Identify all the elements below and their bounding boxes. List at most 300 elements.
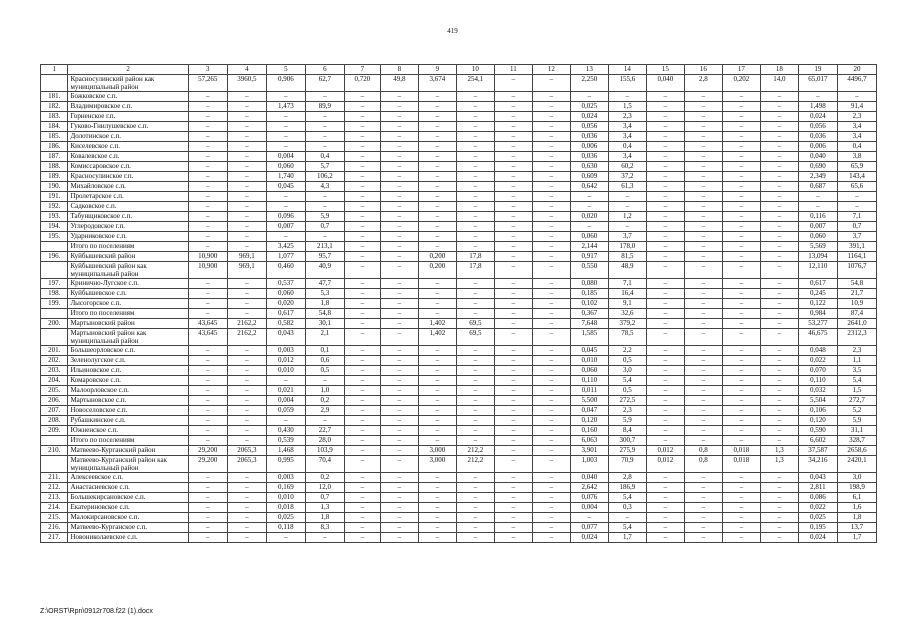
table-cell: – <box>380 142 418 152</box>
table-cell: 0,110 <box>570 376 608 386</box>
row-number: 206. <box>41 396 68 406</box>
table-cell: 7,1 <box>837 212 876 222</box>
table-cell: – <box>380 112 418 122</box>
table-cell: – <box>380 92 418 102</box>
table-cell: 254,1 <box>456 75 494 92</box>
table-cell: – <box>188 366 227 376</box>
row-name: Гуково-Гнилушевское с.п. <box>68 122 188 132</box>
table-cell: – <box>646 376 684 386</box>
table-cell: – <box>646 92 684 102</box>
table-cell: – <box>798 192 837 202</box>
table-cell: – <box>227 232 266 242</box>
table-cell: 0,007 <box>266 222 305 232</box>
table-cell: – <box>227 172 266 182</box>
table-cell: – <box>418 346 456 356</box>
table-cell: – <box>227 152 266 162</box>
table-cell: – <box>344 212 380 222</box>
table-cell: 0,200 <box>418 252 456 262</box>
table-cell: 2,3 <box>837 112 876 122</box>
table-cell: 3,901 <box>570 446 608 456</box>
table-cell: – <box>646 202 684 212</box>
table-cell: 40,9 <box>305 262 344 279</box>
table-cell: 213,1 <box>305 242 344 252</box>
table-cell: – <box>227 309 266 319</box>
table-cell: 0,020 <box>570 212 608 222</box>
table-cell: – <box>380 446 418 456</box>
table-cell: 7,1 <box>608 279 646 289</box>
table-cell: 65,6 <box>837 182 876 192</box>
row-number: 210. <box>41 446 68 456</box>
table-row <box>41 172 877 182</box>
table-cell: – <box>266 92 305 102</box>
row-name: Матвеево-Курганское с.п. <box>68 523 188 533</box>
table-cell: – <box>456 436 494 446</box>
table-cell: 0,060 <box>570 366 608 376</box>
table-cell: 0,021 <box>266 386 305 396</box>
table-cell: – <box>494 182 532 192</box>
row-number: 197. <box>41 279 68 289</box>
table-cell: 0,118 <box>266 523 305 533</box>
table-cell: – <box>344 192 380 202</box>
row-number: 208. <box>41 416 68 426</box>
table-cell: 0,060 <box>570 232 608 242</box>
table-cell: 0,590 <box>798 426 837 436</box>
table-cell: – <box>684 396 722 406</box>
row-name: Анастасиевское с.п. <box>68 483 188 493</box>
table-row <box>41 376 877 386</box>
table-cell: – <box>760 366 798 376</box>
row-name: Большеорловское с.п. <box>68 346 188 356</box>
table-cell: – <box>722 289 760 299</box>
table-cell: – <box>456 426 494 436</box>
table-cell: – <box>646 182 684 192</box>
table-cell: – <box>646 142 684 152</box>
table-cell: 46,675 <box>798 329 837 346</box>
table-cell: – <box>722 319 760 329</box>
table-cell: – <box>837 192 876 202</box>
table-cell: – <box>418 396 456 406</box>
table-cell: – <box>760 493 798 503</box>
table-cell: – <box>456 202 494 212</box>
table-cell: 0,047 <box>570 406 608 416</box>
table-cell: – <box>380 426 418 436</box>
table-cell: – <box>532 152 570 162</box>
table-cell: – <box>380 152 418 162</box>
table-cell: – <box>837 202 876 212</box>
table-cell: – <box>532 533 570 543</box>
table-cell: – <box>344 102 380 112</box>
table-cell: 0,122 <box>798 299 837 309</box>
table-cell: – <box>418 533 456 543</box>
table-cell: – <box>380 299 418 309</box>
table-cell: – <box>532 132 570 142</box>
table-cell: 14,0 <box>760 75 798 92</box>
row-number: 203. <box>41 366 68 376</box>
row-number: 209. <box>41 426 68 436</box>
table-row <box>41 112 877 122</box>
row-number <box>41 456 68 473</box>
table-cell: 5,3 <box>305 289 344 299</box>
table-cell: – <box>227 289 266 299</box>
table-cell: – <box>532 92 570 102</box>
table-cell: – <box>227 242 266 252</box>
table-cell: – <box>227 142 266 152</box>
table-cell: – <box>494 212 532 222</box>
table-cell: – <box>188 386 227 396</box>
table-cell: – <box>722 172 760 182</box>
table-cell: 0,025 <box>570 102 608 112</box>
table-cell: 0,7 <box>305 493 344 503</box>
table-cell: 69,5 <box>456 319 494 329</box>
table-cell: 5,2 <box>837 406 876 416</box>
column-header: 10 <box>456 65 494 75</box>
table-cell: – <box>646 162 684 172</box>
table-cell: 1,3 <box>760 456 798 473</box>
table-cell: – <box>646 366 684 376</box>
table-cell: – <box>837 92 876 102</box>
table-cell: – <box>456 513 494 523</box>
table-cell: – <box>646 192 684 202</box>
table-row <box>41 366 877 376</box>
table-cell: – <box>227 366 266 376</box>
table-cell: – <box>570 192 608 202</box>
table-cell: 2,8 <box>684 75 722 92</box>
table-cell: – <box>532 279 570 289</box>
table-cell: 0,024 <box>798 112 837 122</box>
table-cell: 0,120 <box>798 416 837 426</box>
table-cell: – <box>456 172 494 182</box>
table-cell: – <box>646 416 684 426</box>
table-cell: – <box>722 309 760 319</box>
row-name: Большекирсановское с.п. <box>68 493 188 503</box>
table-cell: 54,8 <box>837 279 876 289</box>
table-cell: 6,063 <box>570 436 608 446</box>
table-cell: – <box>722 366 760 376</box>
table-row <box>41 346 877 356</box>
table-cell: 1,498 <box>798 102 837 112</box>
table-cell: 0,102 <box>570 299 608 309</box>
table-cell: 43,645 <box>188 329 227 346</box>
table-cell: 0,687 <box>798 182 837 192</box>
table-row <box>41 533 877 543</box>
table-cell: – <box>456 533 494 543</box>
table-cell: – <box>344 112 380 122</box>
table-cell: – <box>418 406 456 416</box>
table-cell: – <box>646 396 684 406</box>
table-cell: – <box>380 473 418 483</box>
table-cell: – <box>227 436 266 446</box>
table-cell: 54,8 <box>305 309 344 319</box>
row-name: Красносулинский район как муниципальный район <box>68 75 188 92</box>
table-cell: – <box>344 329 380 346</box>
table-cell: – <box>760 319 798 329</box>
table-cell: 16,4 <box>608 289 646 299</box>
table-cell: – <box>798 92 837 102</box>
table-cell: – <box>684 262 722 279</box>
table-cell: – <box>646 279 684 289</box>
table-cell: – <box>344 446 380 456</box>
table-cell: 0,2 <box>305 473 344 483</box>
row-name: Новоселовское с.п. <box>68 406 188 416</box>
table-cell: – <box>760 533 798 543</box>
table-cell: – <box>188 142 227 152</box>
row-name: Малоорловское с.п. <box>68 386 188 396</box>
table-cell: 0,202 <box>722 75 760 92</box>
table-cell: – <box>722 212 760 222</box>
table-cell: – <box>684 192 722 202</box>
row-name: Углеродовское г.п. <box>68 222 188 232</box>
table-cell: 4496,7 <box>837 75 876 92</box>
table-cell: – <box>532 446 570 456</box>
table-cell: 1,8 <box>305 299 344 309</box>
table-cell: 1,473 <box>266 102 305 112</box>
table-cell: – <box>418 279 456 289</box>
table-cell: – <box>494 319 532 329</box>
table-cell: 0,642 <box>570 182 608 192</box>
table-row <box>41 75 877 92</box>
row-name: Мартыновский район <box>68 319 188 329</box>
table-cell: – <box>532 262 570 279</box>
table-cell: – <box>188 376 227 386</box>
column-header: 5 <box>266 65 305 75</box>
table-cell: – <box>532 202 570 212</box>
table-cell: 8,3 <box>305 523 344 533</box>
table-cell: – <box>456 142 494 152</box>
table-cell: 87,4 <box>837 309 876 319</box>
table-cell: 0,609 <box>570 172 608 182</box>
table-row <box>41 202 877 212</box>
table-row <box>41 523 877 533</box>
row-number: 205. <box>41 386 68 396</box>
table-cell: 89,9 <box>305 102 344 112</box>
row-number: 184. <box>41 122 68 132</box>
table-cell: – <box>418 473 456 483</box>
table-cell: 0,169 <box>266 483 305 493</box>
table-cell: 62,7 <box>305 75 344 92</box>
table-row <box>41 319 877 329</box>
table-cell: – <box>760 376 798 386</box>
table-cell: – <box>418 426 456 436</box>
table-cell: – <box>722 356 760 366</box>
table-cell: – <box>494 483 532 493</box>
table-cell: 0,096 <box>266 212 305 222</box>
table-cell: – <box>418 222 456 232</box>
table-cell: 5,7 <box>305 162 344 172</box>
row-name: Комаровское с.п. <box>68 376 188 386</box>
table-cell: – <box>344 222 380 232</box>
table-cell: 0,690 <box>798 162 837 172</box>
table-row <box>41 396 877 406</box>
table-cell: 2,3 <box>608 406 646 416</box>
column-header: 12 <box>532 65 570 75</box>
table-row <box>41 252 877 262</box>
table-cell: 69,5 <box>456 329 494 346</box>
table-cell: 3,000 <box>418 446 456 456</box>
row-number <box>41 242 68 252</box>
table-row <box>41 493 877 503</box>
table-cell: – <box>722 329 760 346</box>
column-header: 19 <box>798 65 837 75</box>
table-cell: – <box>532 356 570 366</box>
table-cell: – <box>532 112 570 122</box>
column-header: 13 <box>570 65 608 75</box>
row-name: Табунщиковское с.п. <box>68 212 188 222</box>
table-cell: 0,010 <box>570 356 608 366</box>
row-name: Мартыновское с.п. <box>68 396 188 406</box>
row-name: Лысогорское с.п. <box>68 299 188 309</box>
table-cell: – <box>722 112 760 122</box>
table-cell: 0,020 <box>266 299 305 309</box>
column-header: 20 <box>837 65 876 75</box>
table-cell: 0,003 <box>266 346 305 356</box>
table-cell: – <box>760 386 798 396</box>
table-cell: – <box>570 513 608 523</box>
row-number: 195. <box>41 232 68 242</box>
table-cell: 2162,2 <box>227 319 266 329</box>
table-cell: – <box>722 92 760 102</box>
table-cell: – <box>344 436 380 446</box>
table-cell: – <box>344 406 380 416</box>
table-cell: – <box>456 396 494 406</box>
table-cell: – <box>684 182 722 192</box>
table-cell: 2,3 <box>837 346 876 356</box>
table-cell: – <box>418 122 456 132</box>
table-cell: – <box>684 366 722 376</box>
table-row <box>41 232 877 242</box>
table-cell: – <box>380 279 418 289</box>
table-cell: 0,006 <box>798 142 837 152</box>
table-cell: – <box>418 309 456 319</box>
table-cell: – <box>760 513 798 523</box>
table-cell: 0,036 <box>570 152 608 162</box>
table-cell: – <box>722 493 760 503</box>
table-cell: – <box>494 242 532 252</box>
table-cell: 2,2 <box>608 346 646 356</box>
table-cell: – <box>227 212 266 222</box>
table-cell: – <box>722 299 760 309</box>
table-cell: 1,7 <box>837 533 876 543</box>
row-number <box>41 329 68 346</box>
table-cell: – <box>380 329 418 346</box>
table-cell: 1,5 <box>837 386 876 396</box>
table-cell: – <box>418 182 456 192</box>
row-name: Матвеево-Курганский район <box>68 446 188 456</box>
table-cell: – <box>418 366 456 376</box>
table-cell: – <box>760 309 798 319</box>
table-cell: – <box>494 456 532 473</box>
table-cell: 32,6 <box>608 309 646 319</box>
table-cell: – <box>494 122 532 132</box>
table-cell: – <box>494 426 532 436</box>
table-cell: – <box>456 132 494 142</box>
table-cell: – <box>266 122 305 132</box>
table-cell: – <box>760 483 798 493</box>
column-header: 18 <box>760 65 798 75</box>
table-cell: – <box>646 436 684 446</box>
table-cell: – <box>494 152 532 162</box>
row-number: 190. <box>41 182 68 192</box>
table-cell: – <box>760 279 798 289</box>
header-row <box>41 65 877 75</box>
table-cell: – <box>722 132 760 142</box>
table-cell: – <box>418 436 456 446</box>
table-cell: 70,9 <box>608 456 646 473</box>
table-cell: – <box>722 426 760 436</box>
row-name: Долотинское с.п. <box>68 132 188 142</box>
table-cell: – <box>456 366 494 376</box>
table-row <box>41 386 877 396</box>
table-cell: – <box>305 112 344 122</box>
row-name: Мартыновский район как муниципальный район <box>68 329 188 346</box>
table-cell: 0,004 <box>570 503 608 513</box>
row-number <box>41 75 68 92</box>
table-row <box>41 192 877 202</box>
table-cell: – <box>760 152 798 162</box>
table-cell: 65,9 <box>837 162 876 172</box>
table-cell: 0,106 <box>798 406 837 416</box>
table-cell: 5,500 <box>570 396 608 406</box>
table-cell: – <box>646 493 684 503</box>
table-cell: – <box>380 252 418 262</box>
table-cell: – <box>494 132 532 142</box>
table-cell: 37,587 <box>798 446 837 456</box>
table-cell: – <box>494 493 532 503</box>
table-cell: – <box>494 533 532 543</box>
row-name: Алексеевское с.п. <box>68 473 188 483</box>
table-row <box>41 182 877 192</box>
table-cell: – <box>456 162 494 172</box>
table-cell: – <box>227 473 266 483</box>
table-cell: 0,025 <box>266 513 305 523</box>
table-cell: 0,025 <box>798 513 837 523</box>
table-cell: – <box>608 92 646 102</box>
table-cell: 5,4 <box>608 493 646 503</box>
table-cell: 0,8 <box>684 456 722 473</box>
table-cell: 2,3 <box>608 112 646 122</box>
row-name: Рубашкинское с.п. <box>68 416 188 426</box>
table-cell: – <box>266 192 305 202</box>
table-cell: 1,3 <box>760 446 798 456</box>
row-number: 202. <box>41 356 68 366</box>
table-cell: – <box>344 533 380 543</box>
table-cell: – <box>494 289 532 299</box>
table-cell: – <box>344 309 380 319</box>
table-cell: 0,018 <box>722 456 760 473</box>
table-cell: – <box>305 232 344 242</box>
table-cell: – <box>760 192 798 202</box>
table-cell: – <box>722 152 760 162</box>
table-cell: – <box>188 279 227 289</box>
table-cell: – <box>684 242 722 252</box>
table-cell: 328,7 <box>837 436 876 446</box>
table-cell: – <box>532 252 570 262</box>
table-cell: 0,060 <box>798 232 837 242</box>
table-cell: – <box>380 222 418 232</box>
table-cell: 1,8 <box>837 513 876 523</box>
table-cell: – <box>227 523 266 533</box>
table-cell: – <box>532 376 570 386</box>
table-cell: – <box>305 192 344 202</box>
row-name: Куйбышевский район <box>68 252 188 262</box>
table-cell: – <box>344 473 380 483</box>
table-cell: 2312,3 <box>837 329 876 346</box>
table-row <box>41 289 877 299</box>
table-cell: – <box>494 366 532 376</box>
row-number: 186. <box>41 142 68 152</box>
table-cell: 1164,1 <box>837 252 876 262</box>
row-number: 211. <box>41 473 68 483</box>
table-cell: – <box>380 122 418 132</box>
